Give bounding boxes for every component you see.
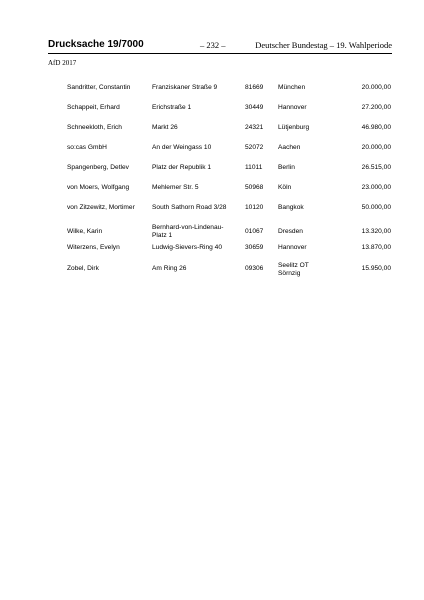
postal-code: 81669: [245, 84, 264, 91]
page-number: – 232 –: [200, 40, 226, 50]
amount: 13.870,00: [361, 244, 391, 251]
postal-code: 01067: [245, 228, 264, 235]
city: Aachen: [278, 144, 301, 151]
city: Berlin: [278, 164, 295, 171]
postal-code: 11011: [245, 164, 263, 171]
street-address: Erichstraße 1: [152, 104, 192, 111]
postal-code: 30659: [245, 244, 264, 251]
amount: 20.000,00: [361, 84, 391, 91]
postal-code: 30449: [245, 104, 264, 111]
street-line-2: Platz 1: [152, 232, 173, 239]
city-line-2: Sörnzig: [278, 270, 301, 277]
street-address: Ludwig-Sievers-Ring 40: [152, 244, 223, 251]
postal-code: 24321: [245, 124, 264, 131]
amount: 15.950,00: [361, 265, 391, 272]
document-number: [48, 39, 144, 50]
city: Hannover: [278, 104, 307, 111]
street-address: Am Ring 26: [152, 265, 187, 272]
table-row: [0, 164, 424, 184]
postal-code: 09306: [245, 265, 264, 272]
document-number-value: 7000: [121, 39, 144, 50]
header-divider: [48, 53, 392, 54]
amount: 46.980,00: [361, 124, 391, 131]
city: Köln: [278, 184, 292, 191]
table-row: [0, 124, 424, 144]
section-label: AfD 2017: [48, 59, 77, 67]
table-row: [0, 244, 424, 264]
donor-name: Zobel, Dirk: [67, 265, 99, 272]
amount: 27.200,00: [361, 104, 391, 111]
donor-name: von Zitzewitz, Mortimer: [67, 204, 135, 211]
city: Lütjenburg: [278, 124, 310, 131]
postal-code: 10120: [245, 204, 264, 211]
amount: 13.320,00: [361, 228, 391, 235]
postal-code: 50968: [245, 184, 264, 191]
street-address: Franziskaner Straße 9: [152, 84, 218, 91]
donor-name: Schneekloth, Erich: [67, 124, 122, 131]
street-address: [152, 224, 223, 240]
amount: 23.000,00: [361, 184, 391, 191]
document-prefix: Drucksache 19/: [48, 39, 122, 50]
city: [278, 262, 309, 278]
city: Hannover: [278, 244, 307, 251]
donor-name: von Moers, Wolfgang: [67, 184, 130, 191]
street-address: Markt 26: [152, 124, 178, 131]
page-header: [48, 39, 392, 53]
street-address: South Sathorn Road 3/28: [152, 204, 227, 211]
street-address: An der Weingass 10: [152, 144, 212, 151]
amount: 20.000,00: [361, 144, 391, 151]
publication-title: Deutscher Bundestag – 19. Wahlperiode: [255, 40, 392, 50]
amount: 50.000,00: [361, 204, 391, 211]
city: München: [278, 84, 306, 91]
donor-name: Sandritter, Constantin: [67, 84, 131, 91]
city: Bangkok: [278, 204, 304, 211]
street-line-1: Bernhard-von-Lindenau-: [152, 224, 224, 231]
donor-name: Witerzens, Evelyn: [67, 244, 120, 251]
donor-name: Wilke, Karin: [67, 228, 103, 235]
table-row: [0, 84, 424, 104]
donor-name: Spangenberg, Detlev: [67, 164, 129, 171]
street-address: Platz der Republik 1: [152, 164, 212, 171]
table-row: [0, 262, 424, 282]
amount: 26.515,00: [361, 164, 391, 171]
postal-code: 52072: [245, 144, 264, 151]
table-row: [0, 224, 424, 244]
donor-name: Schappeit, Erhard: [67, 104, 120, 111]
city-line-1: Seelitz OT: [278, 262, 309, 269]
donor-name: so:cas GmbH: [67, 144, 107, 151]
city: Dresden: [278, 228, 303, 235]
table-row: [0, 144, 424, 164]
table-row: [0, 104, 424, 124]
street-address: Mehlemer Str. 5: [152, 184, 199, 191]
table-row: [0, 204, 424, 224]
table-row: [0, 184, 424, 204]
